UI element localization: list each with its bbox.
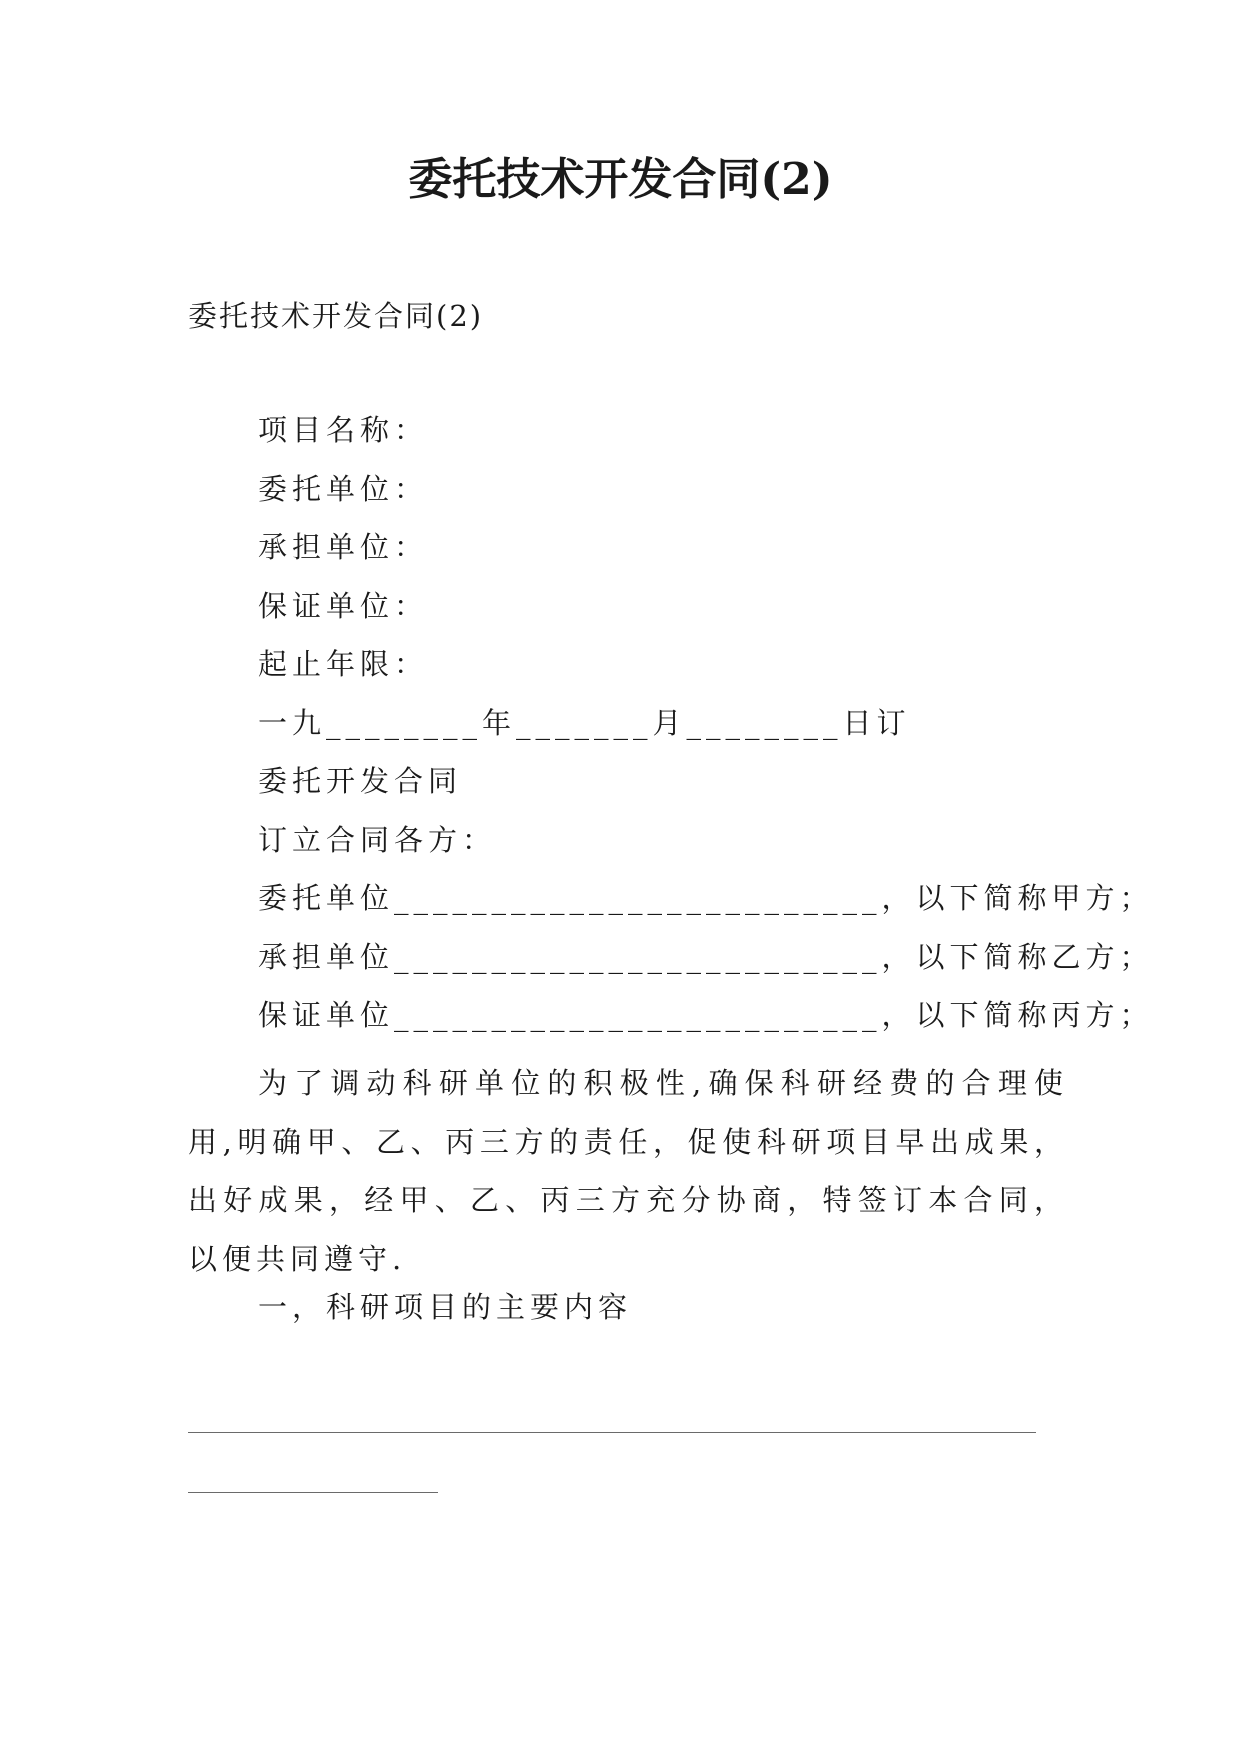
party-b-line: 承担单位_________________________，以下简称乙方； [258, 940, 1154, 974]
party-a-line: 委托单位_________________________，以下简称甲方； [258, 881, 1154, 915]
document-title: 委托技术开发合同(2) [408, 154, 833, 205]
blank-fill-line [188, 1432, 1036, 1433]
field-commissioning-unit: 委托单位： [258, 472, 429, 506]
document-subtitle: 委托技术开发合同(2) [188, 299, 484, 333]
section-1-heading: 一，科研项目的主要内容 [258, 1290, 633, 1324]
blank-fill-line [188, 1492, 438, 1493]
field-undertaking-unit: 承担单位： [258, 530, 429, 564]
party-c-line: 保证单位_________________________，以下简称丙方； [258, 998, 1154, 1032]
field-guarantor-unit: 保证单位： [258, 589, 429, 623]
parties-heading: 订立合同各方： [258, 823, 497, 857]
preamble-paragraph: 为了调动科研单位的积极性,确保科研经费的合理使用,明确甲、乙、丙三方的责任，促使科研项目早出成果，出好成果，经甲、乙、丙三方充分协商，特签订本合同，以便共同遵守. [188, 1066, 1068, 1276]
contract-heading: 委托开发合同 [258, 764, 463, 798]
field-project-name: 项目名称： [258, 413, 429, 447]
field-term: 起止年限： [258, 647, 429, 681]
date-line: 一九________年_______月________日订 [258, 706, 911, 740]
